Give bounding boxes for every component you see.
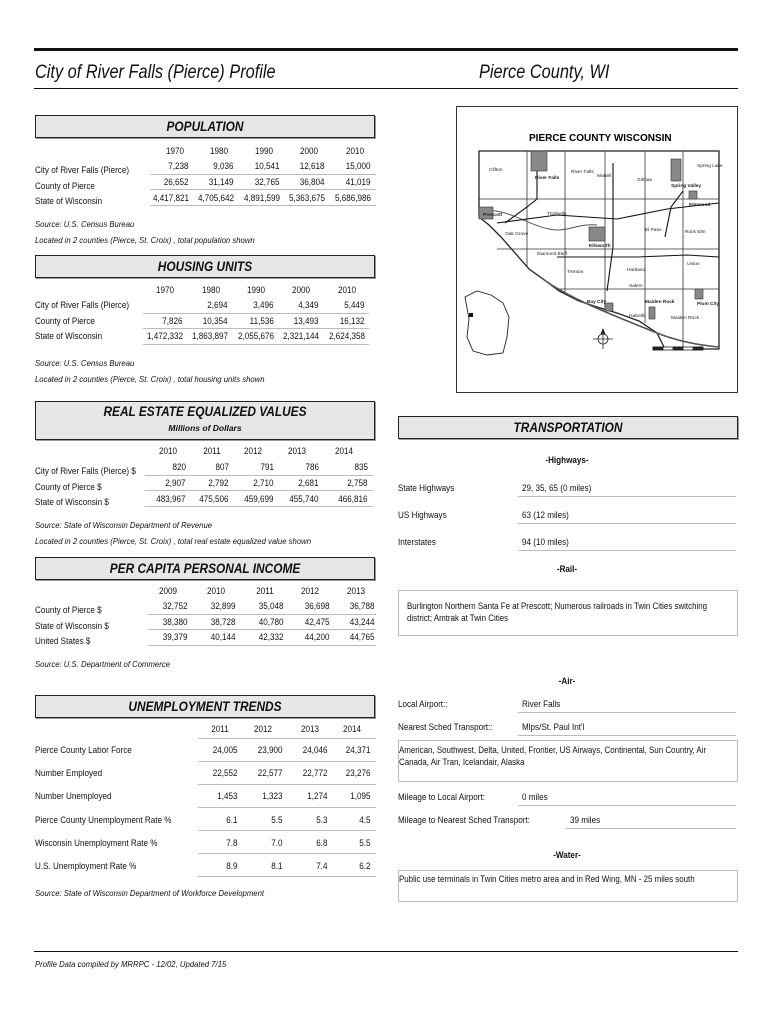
cell: 42,332 [259, 632, 284, 642]
row-label: U.S. Unemployment Rate % [35, 861, 137, 871]
cell: 2,681 [298, 478, 319, 488]
cell: 31,149 [209, 177, 234, 187]
row-divider [143, 328, 369, 329]
year-header: 2011 [256, 586, 274, 596]
row-divider [518, 805, 736, 806]
map-place-label: Hartland [627, 268, 646, 273]
cell: 2,710 [253, 478, 274, 488]
water-text: Public use terminals in Twin Cities metro area and in Red Wing, MN - 25 miles south [399, 874, 695, 884]
map-place-label: Diamond Bluff [537, 252, 568, 257]
cell: 2,907 [165, 478, 186, 488]
airlines-text: American, Southwest, Delta, United, Frontier, US Airways, Continental, Sun Country, Air Canada, Air Tran, Icelandair, Alaska [399, 745, 707, 767]
row-label: Number Unemployed [35, 791, 112, 801]
rail-text: Burlington Northern Santa Fe at Prescott; Numerous railroads in Twin Cities switching district; Amtrak at Twin Cities [407, 601, 708, 623]
cell: 38,380 [163, 617, 188, 627]
real-estate-note: Located in 2 counties (Pierce, St. Croix) , total real estate equalized value shown [35, 536, 312, 546]
row-label: Pierce County Labor Force [35, 745, 132, 755]
cell: 44,765 [350, 632, 375, 642]
cell: 10,354 [203, 316, 228, 326]
map-place-label: Gilman [637, 178, 653, 183]
cell: 2,758 [347, 478, 368, 488]
cell: 1,472,332 [146, 331, 183, 341]
year-header: 2010 [206, 586, 226, 596]
cell: 5,363,675 [288, 193, 325, 203]
cell: 15,000 [346, 161, 371, 171]
map-place-label: Prescott [483, 213, 503, 218]
cell: 22,772 [303, 768, 328, 778]
cell: 5.5 [271, 815, 283, 825]
cell: 1,323 [262, 791, 283, 801]
unemployment-source: Source: State of Wisconsin Department of Workforce Development [35, 888, 265, 898]
year-header: 2010 [345, 146, 365, 156]
income-header [35, 557, 375, 580]
year-header: 2013 [287, 446, 307, 456]
row-divider [150, 205, 376, 206]
unemployment-header [35, 695, 375, 718]
map-place-label: River Falls [571, 170, 594, 175]
cell: 23,276 [346, 768, 371, 778]
year-header: 2013 [300, 724, 320, 734]
row-label: County of Pierce [35, 316, 95, 326]
map-place-label: Spring Lake [697, 164, 723, 169]
cell: 10,541 [255, 161, 280, 171]
cell: 4,891,599 [243, 193, 280, 203]
row-label: City of River Falls (Pierce) [35, 165, 130, 175]
population-header [35, 115, 375, 138]
county-title: Pierce County, WI [479, 62, 610, 83]
row-label: State of Wisconsin $ [35, 621, 109, 631]
real-estate-subheading: Millions of Dollars [168, 423, 242, 433]
cell: 43,244 [350, 617, 375, 627]
row-divider [518, 496, 736, 497]
cell: 475,506 [199, 494, 229, 504]
cell: 459,699 [244, 494, 274, 504]
cell: 36,788 [350, 601, 375, 611]
footer-note: Profile Data compiled by MRRPC - 12/02, Updated 7/15 [35, 959, 227, 969]
map-place-label: Trenton [567, 270, 584, 275]
cell: 7.4 [316, 861, 328, 871]
year-header: 1990 [254, 146, 274, 156]
population-source: Source: U.S. Census Bureau [35, 219, 135, 229]
north-arrow-icon [593, 329, 613, 349]
row-divider [518, 712, 736, 713]
cell: 13,493 [294, 316, 319, 326]
map-place-label: Maiden Rock [645, 300, 675, 305]
real-estate-heading: REAL ESTATE EQUALIZED VALUES [103, 404, 307, 419]
cell: 835 [354, 462, 368, 472]
cell: 6.2 [359, 861, 371, 871]
cell: 44,200 [305, 632, 330, 642]
year-header: 2010 [337, 285, 357, 295]
cell: 36,804 [300, 177, 325, 187]
year-header: 1970 [155, 285, 175, 295]
nearest-transport-label: Nearest Sched Transport:: [398, 722, 493, 732]
highways-heading: -Highways- [545, 455, 589, 465]
footer-rule [34, 951, 738, 952]
cell: 36,698 [305, 601, 330, 611]
year-header: 1970 [165, 146, 185, 156]
page-title: City of River Falls (Pierce) Profile [35, 62, 276, 83]
year-header: 2012 [243, 446, 263, 456]
cell: 16,132 [340, 316, 365, 326]
row-label: County of Pierce [35, 181, 95, 191]
year-header: 2014 [342, 724, 362, 734]
row-divider [198, 876, 376, 877]
wisconsin-inset-marker [469, 313, 473, 317]
cell: 7.0 [271, 838, 283, 848]
cell: 32,765 [255, 177, 280, 187]
housing-header [35, 255, 375, 278]
cell: 5.3 [316, 815, 328, 825]
cell: 24,046 [303, 745, 328, 755]
interstates-value: 94 (10 miles) [522, 537, 569, 547]
mileage-nearest-label: Mileage to Nearest Sched Transport: [398, 815, 530, 825]
cell: 2,055,676 [237, 331, 274, 341]
row-divider [148, 645, 376, 646]
cell: 3,496 [253, 300, 274, 310]
cell: 24,005 [213, 745, 238, 755]
row-label: State of Wisconsin [35, 196, 103, 206]
year-header: 2010 [158, 446, 178, 456]
mileage-nearest-value: 39 miles [570, 815, 601, 825]
map-place-label: Bay City [587, 300, 607, 305]
cell: 42,475 [305, 617, 330, 627]
rail-box [398, 590, 738, 636]
cell: 7,238 [168, 161, 189, 171]
cell: 5.5 [359, 838, 371, 848]
population-heading: POPULATION [166, 119, 244, 134]
year-header: 2000 [299, 146, 319, 156]
row-label: Number Employed [35, 768, 103, 778]
local-airport-label: Local Airport:: [398, 699, 448, 709]
cell: 11,536 [249, 316, 274, 326]
cell: 22,577 [258, 768, 283, 778]
cell: 24,371 [346, 745, 371, 755]
county-map [456, 106, 738, 393]
wisconsin-inset [465, 291, 509, 355]
cell: 7,826 [162, 316, 183, 326]
city-maiden-rock [649, 307, 655, 319]
row-divider [198, 761, 376, 762]
city-river-falls [531, 151, 547, 171]
map-place-label: Salem [629, 284, 643, 289]
row-divider [143, 313, 369, 314]
city-elmwood [689, 191, 697, 199]
interstates-label: Interstates [398, 537, 436, 547]
row-divider [518, 523, 736, 524]
transportation-header [398, 416, 738, 439]
map-place-label: Isabelle [629, 314, 646, 319]
unemployment-heading: UNEMPLOYMENT TRENDS [128, 699, 282, 714]
cell: 2,321,144 [282, 331, 319, 341]
state-highways-label: State Highways [398, 483, 455, 493]
cell: 1,453 [217, 791, 238, 801]
row-divider [566, 828, 736, 829]
cell: 483,967 [156, 494, 186, 504]
housing-source: Source: U.S. Census Bureau [35, 358, 135, 368]
cell: 35,048 [259, 601, 284, 611]
row-label: Wisconsin Unemployment Rate % [35, 838, 158, 848]
row-divider [198, 738, 376, 739]
cell: 41,019 [346, 177, 371, 187]
cell: 40,144 [211, 632, 236, 642]
scale-bar [653, 347, 703, 350]
income-source: Source: U.S. Department of Commerce [35, 659, 170, 669]
real-estate-header [35, 401, 375, 440]
map-place-label: Trimbelle [547, 212, 567, 217]
year-header: 2011 [203, 446, 221, 456]
cell: 38,728 [211, 617, 236, 627]
cell: 791 [260, 462, 274, 472]
cell: 6.8 [316, 838, 328, 848]
airlines-box [398, 740, 738, 782]
cell: 40,780 [259, 617, 284, 627]
city-ellsworth [589, 227, 605, 241]
cell: 8.1 [271, 861, 283, 871]
cell: 8.9 [226, 861, 238, 871]
row-divider [198, 853, 376, 854]
row-divider [148, 614, 376, 615]
row-divider [198, 784, 376, 785]
cell: 5,686,986 [334, 193, 371, 203]
cell: 5,449 [344, 300, 365, 310]
year-header: 1990 [246, 285, 266, 295]
row-divider [148, 629, 376, 630]
map-place-label: Spring Valley [671, 184, 702, 189]
row-divider [198, 807, 376, 808]
mileage-local-label: Mileage to Local Airport: [398, 792, 485, 802]
row-divider [150, 174, 376, 175]
title-rule [34, 88, 738, 89]
cell: 4,417,821 [152, 193, 189, 203]
local-airport-value: River Falls [522, 699, 561, 709]
year-header: 2012 [253, 724, 273, 734]
map-place-label: Elmwood [689, 203, 711, 208]
cell: 9,036 [213, 161, 234, 171]
row-divider [518, 550, 736, 551]
map-place-label: Rock Elm [685, 230, 706, 235]
row-label: State of Wisconsin [35, 331, 103, 341]
cell: 820 [172, 462, 186, 472]
cell: 2,624,358 [328, 331, 365, 341]
row-label: City of River Falls (Pierce) $ [35, 466, 136, 476]
row-divider [145, 490, 373, 491]
cell: 455,740 [289, 494, 319, 504]
map-place-label: El Paso [645, 228, 662, 233]
map-place-label: Plum City [697, 302, 720, 307]
cell: 807 [215, 462, 229, 472]
row-divider [150, 189, 376, 190]
top-rule [34, 48, 738, 51]
row-label: State of Wisconsin $ [35, 497, 109, 507]
real-estate-source: Source: State of Wisconsin Department of Revenue [35, 520, 213, 530]
cell: 4,349 [298, 300, 319, 310]
cell: 4,705,642 [197, 193, 234, 203]
water-heading: -Water- [553, 850, 581, 860]
year-header: 1980 [209, 146, 229, 156]
rail-heading: -Rail- [556, 564, 578, 574]
cell: 39,379 [163, 632, 188, 642]
cell: 4.5 [359, 815, 371, 825]
cell: 1,863,897 [191, 331, 228, 341]
year-header: 2012 [300, 586, 320, 596]
row-divider [198, 830, 376, 831]
row-divider [143, 344, 369, 345]
cell: 26,652 [164, 177, 189, 187]
cell: 7.8 [226, 838, 238, 848]
housing-heading: HOUSING UNITS [157, 259, 253, 274]
cell: 786 [305, 462, 319, 472]
air-heading: -Air- [558, 676, 576, 686]
map-place-label: Clifton [489, 168, 503, 173]
cell: 6.1 [226, 815, 238, 825]
year-header: 2009 [158, 586, 178, 596]
map-title: PIERCE COUNTY WISCONSIN [529, 133, 672, 144]
city-spring-valley [671, 159, 681, 181]
mileage-local-value: 0 miles [522, 792, 548, 802]
cell: 12,618 [300, 161, 325, 171]
cell: 466,816 [338, 494, 368, 504]
us-highways-label: US Highways [398, 510, 447, 520]
map-place-label: Martell [597, 174, 612, 179]
year-header: 2000 [291, 285, 311, 295]
row-label: United States $ [35, 636, 91, 646]
row-divider [145, 506, 373, 507]
map-place-label: Maiden Rock [671, 316, 699, 321]
county-map-graphic [457, 107, 737, 392]
cell: 1,095 [350, 791, 371, 801]
map-place-label: River Falls [535, 176, 560, 181]
year-header: 2014 [334, 446, 354, 456]
cell: 32,752 [163, 601, 188, 611]
cell: 22,552 [213, 768, 238, 778]
cell: 2,792 [208, 478, 229, 488]
row-label: City of River Falls (Pierce) [35, 300, 130, 310]
us-highways-value: 63 (12 miles) [522, 510, 569, 520]
water-box [398, 870, 738, 902]
cell: 2,694 [207, 300, 228, 310]
cell: 1,274 [307, 791, 328, 801]
map-place-label: Union [687, 262, 700, 267]
year-header: 2011 [211, 724, 229, 734]
map-place-label: Ellsworth [589, 244, 611, 249]
city-plum-city [695, 289, 703, 299]
transportation-heading: TRANSPORTATION [513, 420, 623, 435]
population-note: Located in 2 counties (Pierce, St. Croix) , total population shown [35, 235, 255, 245]
nearest-transport-value: Mlps/St. Paul Int'l [522, 722, 585, 732]
cell: 32,899 [211, 601, 236, 611]
row-label: County of Pierce $ [35, 482, 102, 492]
year-header: 2013 [346, 586, 366, 596]
row-label: Pierce County Unemployment Rate % [35, 815, 172, 825]
cell: 23,900 [258, 745, 283, 755]
state-highways-value: 29, 35, 65 (0 miles) [522, 483, 592, 493]
housing-note: Located in 2 counties (Pierce, St. Croix) , total housing units shown [35, 374, 265, 384]
income-heading: PER CAPITA PERSONAL INCOME [109, 561, 301, 576]
year-header: 1980 [201, 285, 221, 295]
row-divider [145, 475, 373, 476]
row-label: County of Pierce $ [35, 605, 102, 615]
map-place-label: Oak Grove [505, 232, 529, 237]
row-divider [518, 735, 736, 736]
